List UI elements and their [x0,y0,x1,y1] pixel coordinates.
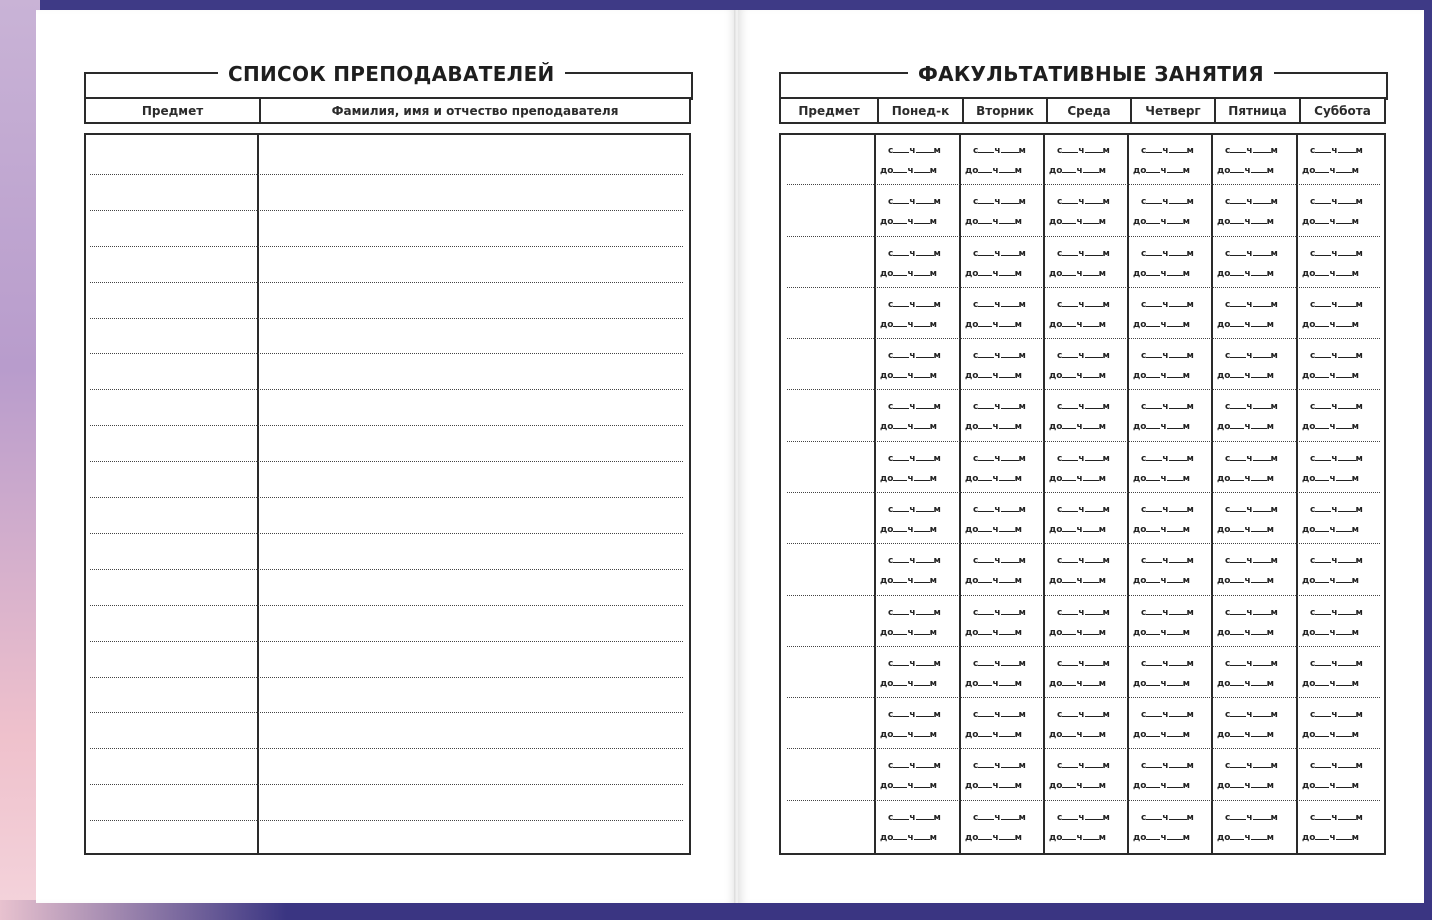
time-to-slot[interactable]: до ч м [1302,576,1359,586]
time-to-slot[interactable]: до ч м [1133,320,1190,330]
time-to-slot[interactable]: до ч м [1217,679,1274,689]
time-to-slot[interactable]: до ч м [1302,525,1359,535]
electives-column-divider [1127,135,1129,853]
teachers-header-row [84,97,691,124]
time-to-slot[interactable]: до ч м [1217,269,1274,279]
time-from-slot[interactable]: с ч м [1141,813,1194,823]
column-header-subject: Предмет [798,103,860,118]
time-from-slot[interactable]: с ч м [1310,556,1363,566]
time-from-slot[interactable]: с ч м [1057,659,1110,669]
row-separator [787,338,1380,339]
time-to-slot[interactable]: до ч м [965,781,1022,791]
column-header-monday: Понед-к [877,99,962,122]
time-from-slot[interactable]: с ч м [888,761,941,771]
time-to-slot[interactable]: до ч м [1049,833,1106,843]
teachers-table-body [84,133,691,855]
time-to-slot[interactable]: до ч м [965,269,1022,279]
time-to-slot[interactable]: до ч м [1049,679,1106,689]
time-to-slot[interactable]: до ч м [1049,269,1106,279]
time-to-slot[interactable]: до ч м [880,781,937,791]
time-from-slot[interactable]: с ч м [1225,505,1278,515]
time-from-slot[interactable]: с ч м [1141,761,1194,771]
time-from-slot[interactable]: с ч м [973,608,1026,618]
time-to-slot[interactable]: до ч м [1133,269,1190,279]
column-header-teacher-name: Фамилия, имя и отчество преподавателя [259,99,689,122]
time-from-slot[interactable]: с ч м [1225,608,1278,618]
time-to-slot[interactable]: до ч м [1133,217,1190,227]
column-header-tuesday: Вторник [962,99,1046,122]
time-from-slot[interactable]: с ч м [1057,249,1110,259]
writing-line[interactable] [90,677,683,678]
electives-column-divider [1296,135,1298,853]
writing-line[interactable] [90,784,683,785]
writing-line[interactable] [90,497,683,498]
time-to-slot[interactable]: до ч м [880,371,937,381]
time-to-slot[interactable]: до ч м [1133,166,1190,176]
time-to-slot[interactable]: до ч м [880,730,937,740]
time-to-slot[interactable]: до ч м [880,833,937,843]
time-to-slot[interactable]: до ч м [1049,422,1106,432]
time-from-slot[interactable]: с ч м [888,556,941,566]
time-to-slot[interactable]: до ч м [1133,730,1190,740]
time-from-slot[interactable]: с ч м [973,454,1026,464]
writing-line[interactable] [90,533,683,534]
time-from-slot[interactable]: с ч м [973,351,1026,361]
writing-line[interactable] [90,246,683,247]
time-from-slot[interactable]: с ч м [1141,249,1194,259]
time-from-slot[interactable]: с ч м [888,300,941,310]
writing-line[interactable] [90,605,683,606]
time-to-slot[interactable]: до ч м [1133,679,1190,689]
time-to-slot[interactable]: до ч м [1217,320,1274,330]
time-from-slot[interactable]: с ч м [973,402,1026,412]
time-to-slot[interactable]: до ч м [880,217,937,227]
time-to-slot[interactable]: до ч м [1049,576,1106,586]
time-to-slot[interactable]: до ч м [1217,730,1274,740]
time-to-slot[interactable]: до ч м [1302,781,1359,791]
time-to-slot[interactable]: до ч м [965,679,1022,689]
electives-column-divider [959,135,961,853]
time-from-slot[interactable]: с ч м [1141,197,1194,207]
writing-line[interactable] [90,748,683,749]
time-to-slot[interactable]: до ч м [1133,628,1190,638]
time-from-slot[interactable]: с ч м [1310,710,1363,720]
time-from-slot[interactable]: с ч м [1225,351,1278,361]
writing-line[interactable] [90,353,683,354]
time-from-slot[interactable]: с ч м [1310,300,1363,310]
time-from-slot[interactable]: с ч м [1057,813,1110,823]
time-from-slot[interactable]: с ч м [1057,505,1110,515]
time-from-slot[interactable]: с ч м [1310,659,1363,669]
time-to-slot[interactable]: до ч м [880,269,937,279]
writing-line[interactable] [90,282,683,283]
time-from-slot[interactable]: с ч м [973,197,1026,207]
time-from-slot[interactable]: с ч м [1310,505,1363,515]
time-from-slot[interactable]: с ч м [888,608,941,618]
time-to-slot[interactable]: до ч м [1049,166,1106,176]
time-from-slot[interactable]: с ч м [1225,146,1278,156]
electives-header-row [779,97,1386,124]
time-to-slot[interactable]: до ч м [965,166,1022,176]
time-to-slot[interactable]: до ч м [965,730,1022,740]
time-from-slot[interactable]: с ч м [888,351,941,361]
time-from-slot[interactable]: с ч м [1310,813,1363,823]
time-to-slot[interactable]: до ч м [1217,217,1274,227]
time-to-slot[interactable]: до ч м [880,679,937,689]
teachers-list-title: СПИСОК ПРЕПОДАВАТЕЛЕЙ [218,62,565,86]
time-from-slot[interactable]: с ч м [1141,710,1194,720]
time-to-slot[interactable]: до ч м [880,166,937,176]
column-header-friday: Пятница [1214,99,1299,122]
time-from-slot[interactable]: с ч м [1225,402,1278,412]
time-from-slot[interactable]: с ч м [1057,197,1110,207]
time-to-slot[interactable]: до ч м [1049,320,1106,330]
writing-line[interactable] [90,569,683,570]
time-from-slot[interactable]: с ч м [1225,813,1278,823]
time-to-slot[interactable]: до ч м [880,576,937,586]
time-to-slot[interactable]: до ч м [1049,525,1106,535]
time-from-slot[interactable]: с ч м [1141,556,1194,566]
time-from-slot[interactable]: с ч м [1310,146,1363,156]
electives-column-divider [874,135,876,853]
time-to-slot[interactable]: до ч м [1049,781,1106,791]
time-to-slot[interactable]: до ч м [880,628,937,638]
row-separator [787,492,1380,493]
row-separator [787,646,1380,647]
electives-table-body [779,133,1386,855]
time-from-slot[interactable]: с ч м [973,761,1026,771]
writing-line[interactable] [90,461,683,462]
time-from-slot[interactable]: с ч м [888,710,941,720]
time-to-slot[interactable]: до ч м [1049,628,1106,638]
time-from-slot[interactable]: с ч м [1310,351,1363,361]
row-separator [787,697,1380,698]
time-to-slot[interactable]: до ч м [1302,320,1359,330]
time-from-slot[interactable]: с ч м [973,249,1026,259]
writing-line[interactable] [90,389,683,390]
column-header-saturday: Суббота [1299,99,1384,122]
time-to-slot[interactable]: до ч м [1302,269,1359,279]
time-from-slot[interactable]: с ч м [1057,454,1110,464]
teachers-column-divider [257,135,259,853]
time-to-slot[interactable]: до ч м [1133,576,1190,586]
cover-edge-bottom [0,900,1432,920]
time-from-slot[interactable]: с ч м [1225,556,1278,566]
time-to-slot[interactable]: до ч м [1217,422,1274,432]
time-to-slot[interactable]: до ч м [880,320,937,330]
writing-line[interactable] [90,318,683,319]
time-from-slot[interactable]: с ч м [1141,402,1194,412]
row-separator [787,595,1380,596]
time-from-slot[interactable]: с ч м [1310,249,1363,259]
writing-line[interactable] [90,712,683,713]
time-from-slot[interactable]: с ч м [973,556,1026,566]
time-to-slot[interactable]: до ч м [1217,371,1274,381]
column-header-thursday: Четверг [1130,99,1214,122]
time-from-slot[interactable]: с ч м [1225,249,1278,259]
time-from-slot[interactable]: с ч м [1057,300,1110,310]
time-to-slot[interactable]: до ч м [880,422,937,432]
time-to-slot[interactable]: до ч м [1302,217,1359,227]
time-from-slot[interactable]: с ч м [973,710,1026,720]
writing-line[interactable] [90,820,683,821]
time-to-slot[interactable]: до ч м [1217,576,1274,586]
time-to-slot[interactable]: до ч м [1217,525,1274,535]
row-separator [787,389,1380,390]
time-to-slot[interactable]: до ч м [1302,371,1359,381]
time-from-slot[interactable]: с ч м [1141,608,1194,618]
time-to-slot[interactable]: до ч м [880,474,937,484]
time-from-slot[interactable]: с ч м [1225,710,1278,720]
time-from-slot[interactable]: с ч м [1225,300,1278,310]
column-header-wednesday: Среда [1046,99,1130,122]
time-from-slot[interactable]: с ч м [888,249,941,259]
time-from-slot[interactable]: с ч м [888,146,941,156]
time-to-slot[interactable]: до ч м [1302,628,1359,638]
time-to-slot[interactable]: до ч м [1217,833,1274,843]
time-from-slot[interactable]: с ч м [973,813,1026,823]
time-to-slot[interactable]: до ч м [965,422,1022,432]
cover-edge-left [0,0,40,920]
time-to-slot[interactable]: до ч м [1049,217,1106,227]
time-from-slot[interactable]: с ч м [1310,454,1363,464]
time-from-slot[interactable]: с ч м [1057,710,1110,720]
time-to-slot[interactable]: до ч м [1302,166,1359,176]
writing-line[interactable] [90,641,683,642]
time-from-slot[interactable]: с ч м [888,659,941,669]
time-to-slot[interactable]: до ч м [965,525,1022,535]
electives-title: ФАКУЛЬТАТИВНЫЕ ЗАНЯТИЯ [908,62,1274,86]
time-to-slot[interactable]: до ч м [1302,679,1359,689]
time-from-slot[interactable]: с ч м [1141,454,1194,464]
time-to-slot[interactable]: до ч м [965,371,1022,381]
time-from-slot[interactable]: с ч м [1057,146,1110,156]
time-from-slot[interactable]: с ч м [1057,608,1110,618]
time-to-slot[interactable]: до ч м [965,217,1022,227]
row-separator [787,748,1380,749]
time-from-slot[interactable]: с ч м [973,505,1026,515]
time-from-slot[interactable]: с ч м [888,505,941,515]
column-header-subject: Предмет [141,103,204,118]
time-from-slot[interactable]: с ч м [888,402,941,412]
time-from-slot[interactable]: с ч м [973,146,1026,156]
time-from-slot[interactable]: с ч м [973,659,1026,669]
time-to-slot[interactable]: до ч м [1133,525,1190,535]
row-separator [787,287,1380,288]
row-separator [787,184,1380,185]
time-from-slot[interactable]: с ч м [1141,659,1194,669]
row-separator [787,543,1380,544]
time-from-slot[interactable]: с ч м [1141,146,1194,156]
time-to-slot[interactable]: до ч м [965,576,1022,586]
time-to-slot[interactable]: до ч м [1049,730,1106,740]
time-to-slot[interactable]: до ч м [1133,422,1190,432]
time-to-slot[interactable]: до ч м [965,628,1022,638]
time-to-slot[interactable]: до ч м [965,320,1022,330]
time-to-slot[interactable]: до ч м [1133,474,1190,484]
time-from-slot[interactable]: с ч м [1057,761,1110,771]
time-from-slot[interactable]: с ч м [1310,608,1363,618]
writing-line[interactable] [90,174,683,175]
time-to-slot[interactable]: до ч м [1133,371,1190,381]
row-separator [787,441,1380,442]
time-to-slot[interactable]: до ч м [1217,474,1274,484]
time-from-slot[interactable]: с ч м [1057,556,1110,566]
time-to-slot[interactable]: до ч м [1049,474,1106,484]
time-from-slot[interactable]: с ч м [1141,351,1194,361]
time-from-slot[interactable]: с ч м [888,454,941,464]
writing-line[interactable] [90,425,683,426]
time-from-slot[interactable]: с ч м [1310,402,1363,412]
time-to-slot[interactable]: до ч м [1133,833,1190,843]
row-separator [787,800,1380,801]
time-to-slot[interactable]: до ч м [965,833,1022,843]
time-from-slot[interactable]: с ч м [888,813,941,823]
time-to-slot[interactable]: до ч м [1302,730,1359,740]
time-from-slot[interactable]: с ч м [1310,761,1363,771]
time-to-slot[interactable]: до ч м [965,474,1022,484]
time-from-slot[interactable]: с ч м [1141,505,1194,515]
time-to-slot[interactable]: до ч м [1302,833,1359,843]
time-from-slot[interactable]: с ч м [1057,351,1110,361]
time-from-slot[interactable]: с ч м [1057,402,1110,412]
time-from-slot[interactable]: с ч м [1225,454,1278,464]
time-to-slot[interactable]: до ч м [1049,371,1106,381]
time-to-slot[interactable]: до ч м [1217,628,1274,638]
time-from-slot[interactable]: с ч м [973,300,1026,310]
electives-column-divider [1043,135,1045,853]
time-to-slot[interactable]: до ч м [1133,781,1190,791]
electives-column-divider [1211,135,1213,853]
time-to-slot[interactable]: до ч м [1302,422,1359,432]
time-from-slot[interactable]: с ч м [1141,300,1194,310]
time-from-slot[interactable]: с ч м [1225,197,1278,207]
time-from-slot[interactable]: с ч м [1225,659,1278,669]
time-from-slot[interactable]: с ч м [1310,197,1363,207]
time-to-slot[interactable]: до ч м [1217,166,1274,176]
time-to-slot[interactable]: до ч м [1217,781,1274,791]
time-from-slot[interactable]: с ч м [888,197,941,207]
writing-line[interactable] [90,210,683,211]
time-to-slot[interactable]: до ч м [880,525,937,535]
time-from-slot[interactable]: с ч м [1225,761,1278,771]
row-separator [787,236,1380,237]
time-to-slot[interactable]: до ч м [1302,474,1359,484]
